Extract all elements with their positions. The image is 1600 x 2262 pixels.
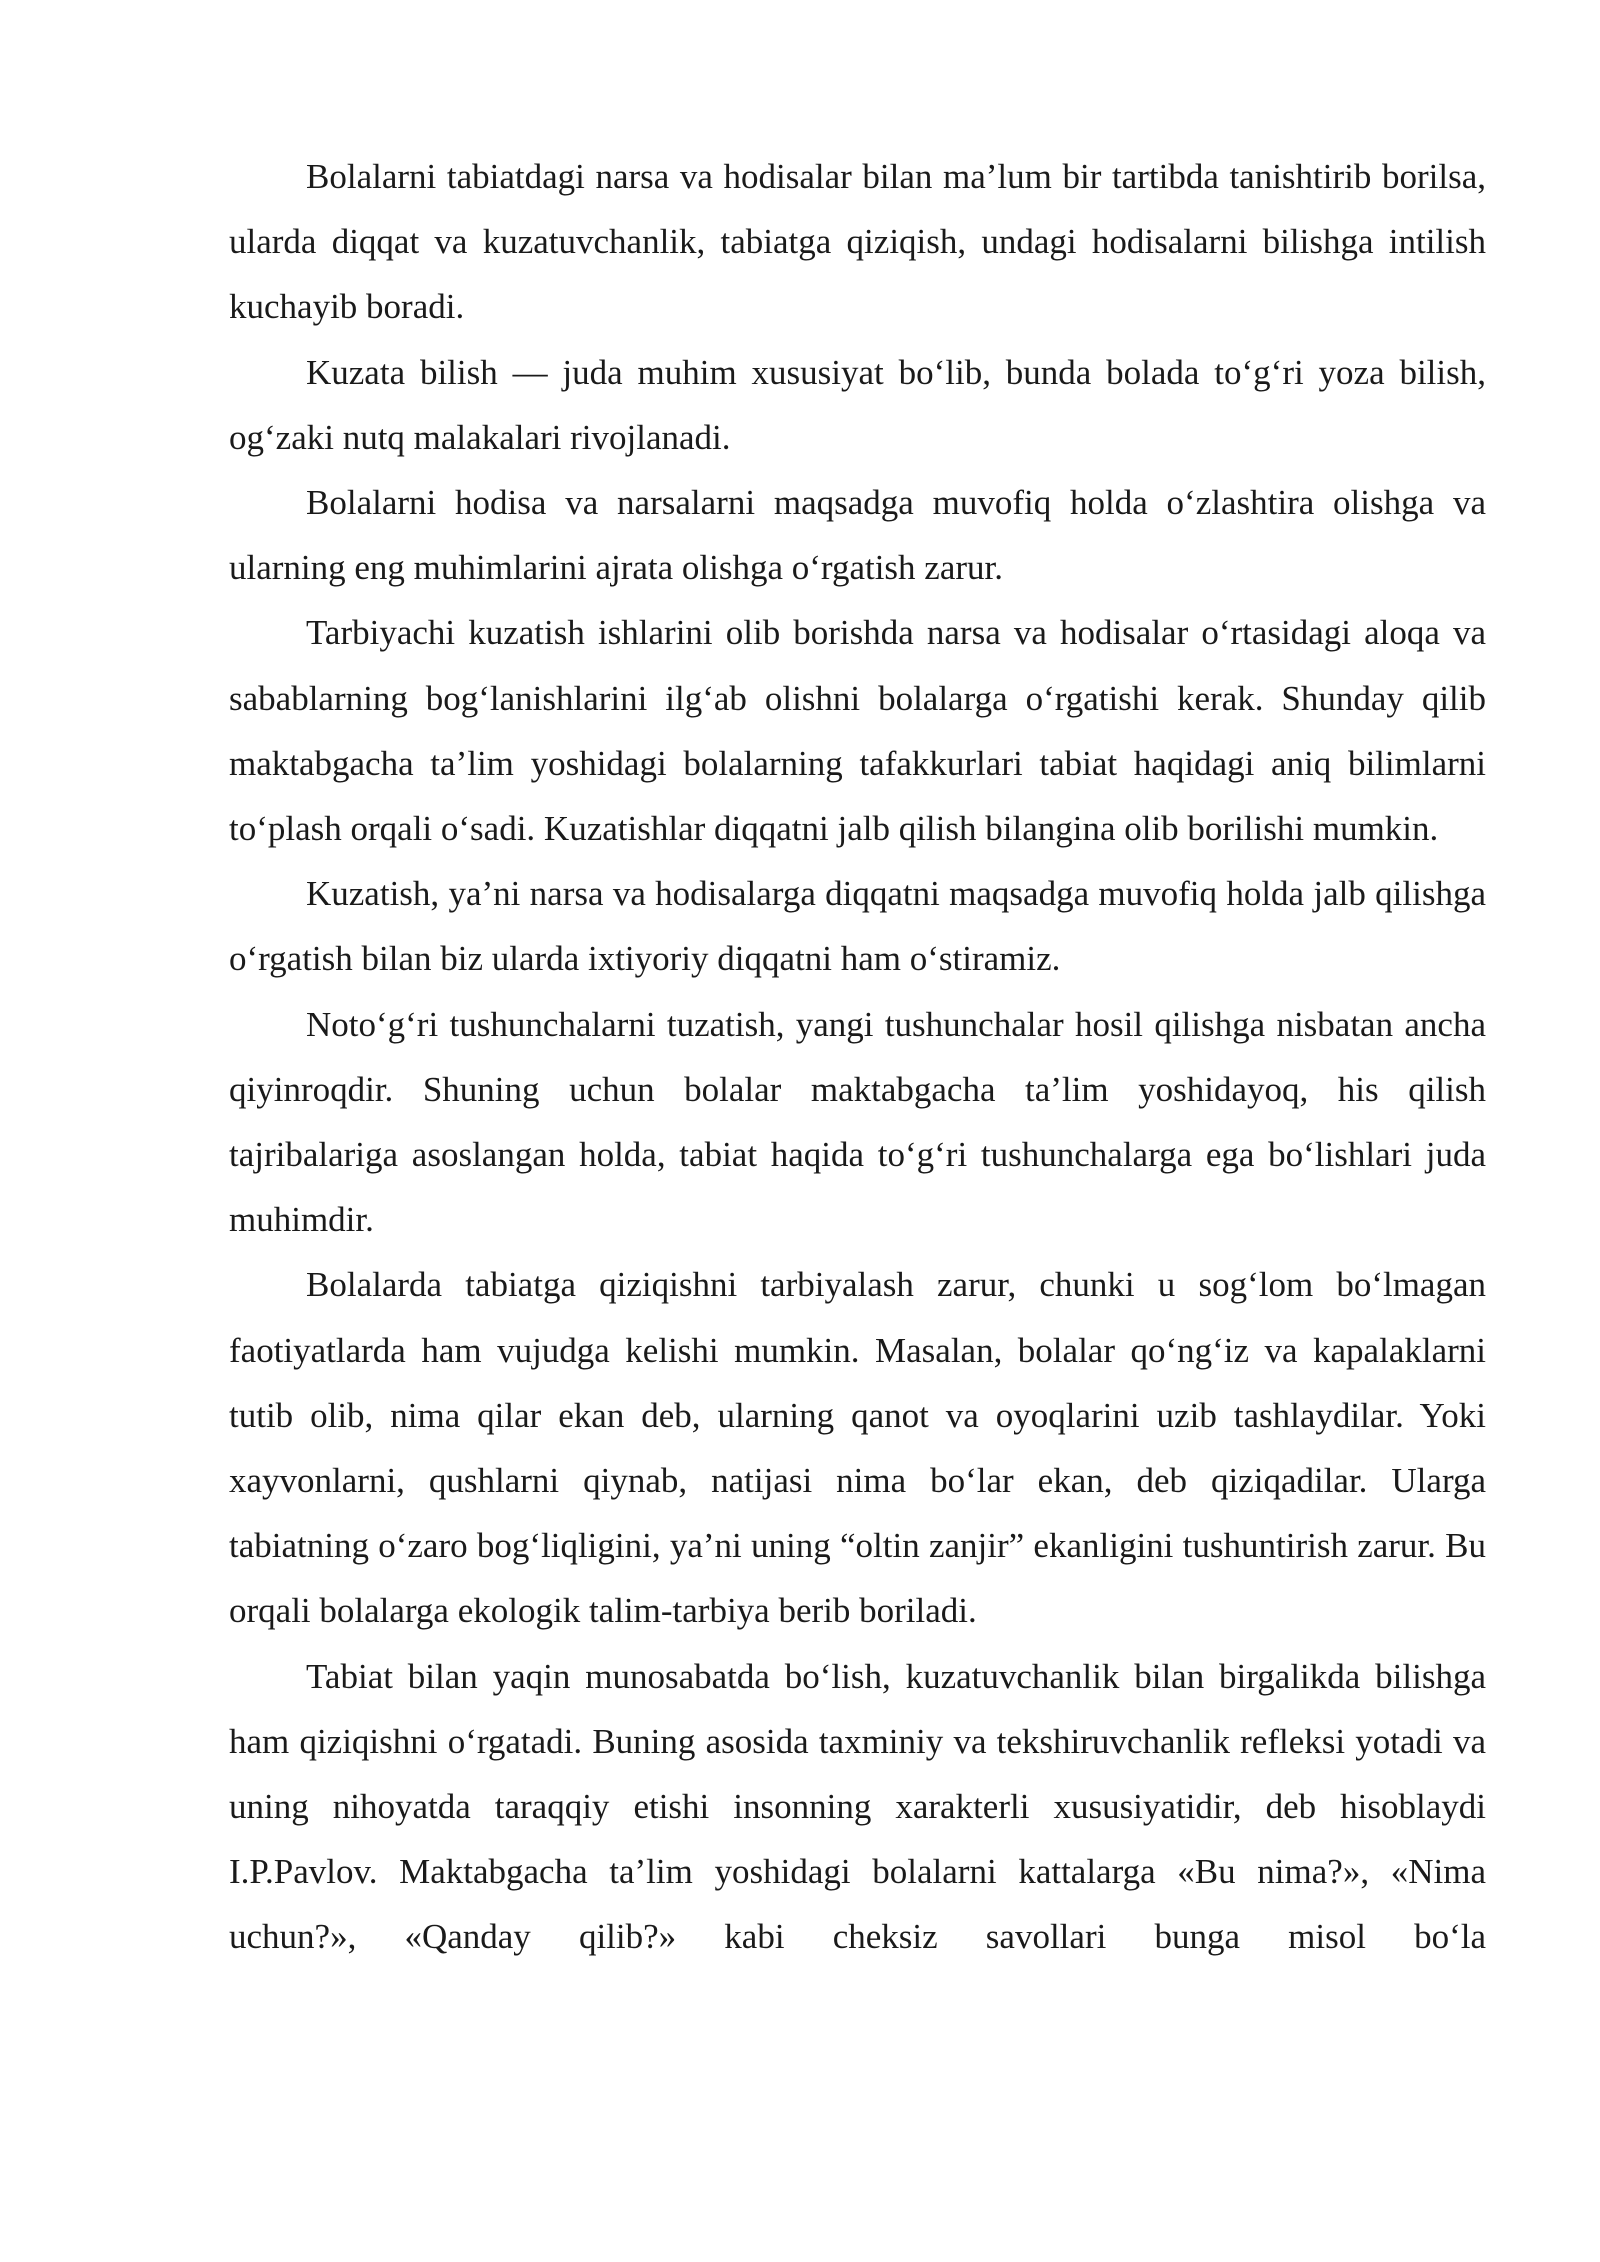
paragraph: Kuzata bilish — juda muhim xususiyat bo‘lib, bunda bolada to‘g‘ri yoza bilish, og‘zaki nutq malakalari rivojlanadi. bbox=[229, 352, 1486, 457]
body-text bbox=[229, 144, 1486, 1970]
paragraph: Tarbiyachi kuzatish ishlarini olib borishda narsa va hodisalar o‘rtasidagi aloqa va sabablarning bog‘lanishlarini ilg‘ab olishni bolalarga o‘rgatishi kerak. Shunday qilib maktabgacha ta’lim yoshidagi bolalarning tafakkurlari tabiat haqidagi aniq bilimlarni to‘plash orqali o‘sadi. Kuzatishlar diqqatni jalb qilish bilangina olib borilishi mumkin. bbox=[229, 613, 1486, 849]
paragraph-continued: Tabiat bilan yaqin munosabatda bo‘lish, kuzatuvchanlik bilan birgalikda bilishga ham qiziqishni o‘rgatadi. Buning asosida taxminiy va tekshiruvchanlik refleksi yotadi va uning nihoyatda taraqqiy etishi insonning xarakterli xususiyatidir, deb hisoblaydi I.P.Pavlov. Maktabgacha ta’lim yoshidagi bolalarni kattalarga «Bu nima?», «Nima uchun?», «Qanday qilib?» kabi cheksiz savollari bunga misol bo‘la bbox=[229, 1656, 1486, 1957]
paragraph: Bolalarni hodisa va narsalarni maqsadga muvofiq holda o‘zlashtira olishga va ularning eng muhimlarini ajrata olishga o‘rgatish zarur. bbox=[229, 483, 1486, 588]
paragraph: Kuzatish, ya’ni narsa va hodisalarga diqqatni maqsadga muvofiq holda jalb qilishga o‘rgatish bilan biz ularda ixtiyoriy diqqatni ham o‘stiramiz. bbox=[229, 874, 1486, 979]
paragraph: Noto‘g‘ri tushunchalarni tuzatish, yangi tushunchalar hosil qilishga nisbatan ancha qiyinroqdir. Shuning uchun bolalar maktabgacha ta’lim yoshidayoq, his qilish tajribalariga asoslangan holda, tabiat haqida to‘g‘ri tushunchalarga ega bo‘lishlari juda muhimdir. bbox=[229, 1004, 1486, 1240]
paragraph: Bolalarda tabiatga qiziqishni tarbiyalash zarur, chunki u sog‘lom bo‘lmagan faotiyatlarda ham vujudga kelishi mumkin. Masalan, bolalar qo‘ng‘iz va kapalaklarni tutib olib, nima qilar ekan deb, ularning qanot va oyoqlarini uzib tashlaydilar. Yoki xayvonlarni, qushlarni qiynab, natijasi nima bo‘lar ekan, deb qiziqadilar. Ularga tabiatning o‘zaro bog‘liqligini, ya’ni uning “oltin zanjir” ekanligini tushuntirish zarur. Bu orqali bolalarga ekologik talim-tarbiya berib boriladi. bbox=[229, 1265, 1486, 1631]
paragraph: Bolalarni tabiatdagi narsa va hodisalar bilan ma’lum bir tartibda tanishtirib borilsa, ularda diqqat va kuzatuvchanlik, tabiatga qiziqish, undagi hodisalarni bilishga intilish kuchayib boradi. bbox=[229, 157, 1486, 327]
